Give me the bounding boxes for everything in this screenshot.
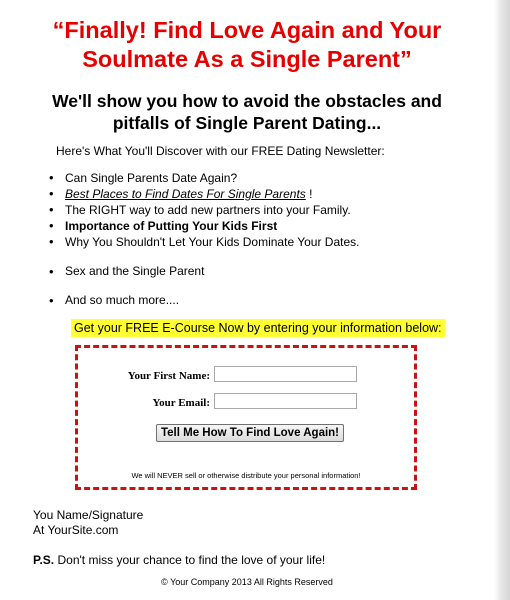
page-edge-shadow: [494, 0, 510, 600]
list-item: [49, 170, 360, 186]
list-item: • And so much more....: [49, 293, 179, 307]
copyright-footer: © Your Company 2013 All Rights Reserved: [161, 577, 333, 587]
headline: [10, 16, 484, 74]
newsletter-intro: Here's What You'll Discover with our FREE Dating Newsletter:: [56, 144, 385, 158]
subheadline: [10, 90, 484, 134]
privacy-notice: We will NEVER sell or otherwise distribute your personal information!: [131, 471, 361, 480]
first-name-label: Your First Name:: [127, 370, 210, 382]
list-item: [49, 234, 360, 250]
list-item: [49, 186, 360, 202]
benefit-link[interactable]: Best Places to Find Dates For Single Parents: [65, 187, 306, 201]
subheadline-line-1: We'll show you how to avoid the obstacles and: [52, 91, 442, 111]
optin-form: [75, 345, 417, 490]
benefits-list: [49, 170, 360, 250]
list-item: [49, 218, 360, 234]
benefit-text: Why You Shouldn't Let Your Kids Dominate Your Dates.: [65, 235, 360, 249]
benefit-suffix: !: [305, 187, 313, 201]
email-field[interactable]: [214, 393, 357, 409]
submit-button[interactable]: Tell Me How To Find Love Again!: [156, 424, 344, 442]
signature-site: At YourSite.com: [33, 523, 119, 537]
list-item: • Sex and the Single Parent: [49, 264, 204, 278]
subheadline-line-2: pitfalls of Single Parent Dating...: [112, 113, 382, 133]
ps-text: Don't miss your chance to find the love of your life!: [54, 553, 326, 567]
signature-name: You Name/Signature: [33, 508, 144, 522]
headline-line-2: Soulmate As a Single Parent”: [82, 46, 412, 72]
cta-banner: Get your FREE E-Course Now by entering your information below:: [71, 319, 445, 337]
benefit-text: Can Single Parents Date Again?: [65, 171, 238, 185]
benefit-text: The RIGHT way to add new partners into your Family.: [65, 203, 351, 217]
first-name-field[interactable]: [214, 366, 357, 382]
benefit-text: Importance of Putting Your Kids First: [65, 219, 278, 233]
ps-label: P.S.: [33, 553, 55, 567]
email-label: Your Email:: [152, 397, 210, 409]
headline-line-1: “Finally! Find Love Again and Your: [52, 17, 442, 43]
postscript: [33, 553, 325, 567]
list-item: [49, 202, 360, 218]
signature: [33, 508, 143, 538]
